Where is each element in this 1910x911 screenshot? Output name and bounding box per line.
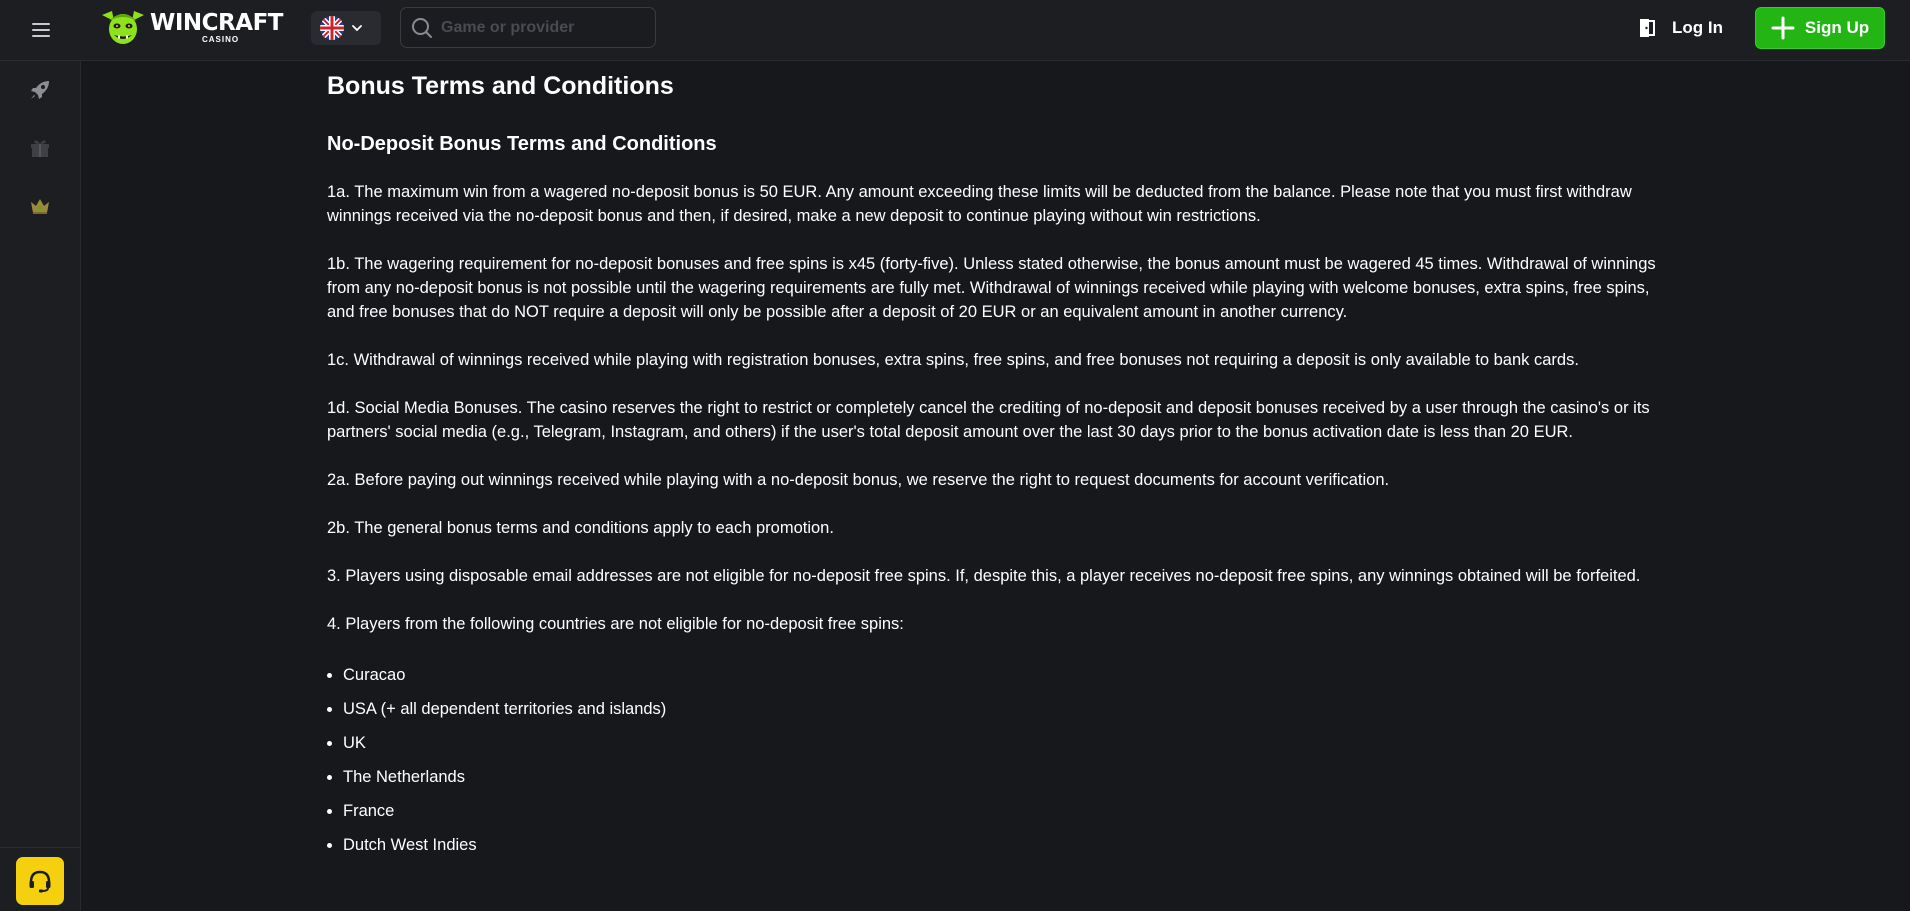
search-box[interactable] [400, 7, 656, 48]
signup-label: Sign Up [1804, 18, 1870, 37]
page-title: Bonus Terms and Conditions [327, 72, 674, 100]
chevron-down-icon [352, 25, 362, 31]
login-label: Log In [1672, 18, 1723, 37]
top-header [0, 0, 1910, 61]
login-door-icon [1638, 17, 1658, 39]
support-button[interactable] [16, 857, 64, 905]
list-item: • The Netherlands [343, 760, 1677, 794]
sidebar-item-rocket[interactable] [24, 74, 56, 106]
terms-paragraph-1b: 1b. The wagering requirement for no-deposit bonuses and free spins is x45 (forty-five). Unless stated otherwise, the bonus amount must be wagered 45 times. Withdrawal of winnings from any no-deposit bonus is not possible until the wagering requirements are fully met. Withdrawal of winnings received while playing with welcome bonuses, extra spins, free spins, and free bonuses that do NOT require a deposit will only be possible after a deposit of 20 EUR or an equivalent amount in another currency. [327, 255, 1656, 321]
uk-flag-icon [320, 16, 344, 40]
brand-logo[interactable] [100, 8, 283, 48]
list-item: • UK [343, 726, 1677, 760]
hamburger-menu-icon[interactable] [22, 16, 60, 44]
section-title: No-Deposit Bonus Terms and Conditions [327, 133, 717, 155]
sidebar [0, 61, 81, 911]
restricted-countries-list [327, 658, 1677, 862]
sidebar-item-vip[interactable] [24, 190, 56, 222]
list-item: • Dutch West Indies [343, 828, 1677, 862]
login-button[interactable] [1638, 12, 1723, 44]
goblin-mascot-icon [100, 7, 146, 49]
terms-paragraph-1c: 1c. Withdrawal of winnings received while playing with registration bonuses, extra spins, free spins, and free bonuses not requiring a deposit is only available to bank cards. [327, 351, 1579, 369]
rocket-icon [29, 79, 51, 101]
plus-icon [1771, 16, 1795, 40]
terms-paragraph-3: 3. Players using disposable email addresses are not eligible for no-deposit free spins. If, despite this, a player receives no-deposit free spins, any winnings obtained will be forfeited. [327, 567, 1641, 585]
gift-icon [29, 137, 51, 159]
terms-paragraph-2b: 2b. The general bonus terms and conditions apply to each promotion. [327, 519, 834, 537]
terms-paragraph-4: 4. Players from the following countries are not eligible for no-deposit free spins: [327, 615, 904, 633]
brand-subtitle: CASINO [202, 35, 240, 44]
signup-button[interactable] [1755, 7, 1885, 49]
sidebar-divider [0, 847, 81, 848]
sidebar-item-gift[interactable] [24, 132, 56, 164]
brand-name: WINCRAFT [150, 10, 283, 36]
crown-icon [29, 196, 51, 216]
list-item: • USA (+ all dependent territories and islands) [343, 692, 1677, 726]
language-selector[interactable] [311, 11, 381, 45]
list-item: • France [343, 794, 1677, 828]
main-content [327, 61, 1677, 911]
search-icon [411, 17, 433, 39]
list-item: • Curacao [343, 658, 1677, 692]
terms-paragraph-2a: 2a. Before paying out winnings received while playing with a no-deposit bonus, we reserve the right to request documents for account verification. [327, 471, 1390, 489]
headset-icon [27, 868, 53, 894]
search-input[interactable] [441, 19, 641, 37]
terms-paragraph-1d: 1d. Social Media Bonuses. The casino reserves the right to restrict or completely cancel the crediting of no-deposit and deposit bonuses received by a user through the casino's or its partners' social media (e.g., Telegram, Instagram, and others) if the user's total deposit amount over the last 30 days prior to the bonus activation date is less than 20 EUR. [327, 399, 1650, 441]
terms-paragraph-1a: 1a. The maximum win from a wagered no-deposit bonus is 50 EUR. Any amount exceeding these limits will be deducted from the balance. Please note that you must first withdraw winnings received via the no-deposit bonus and then, if desired, make a new deposit to continue playing without win restrictions. [327, 183, 1632, 225]
